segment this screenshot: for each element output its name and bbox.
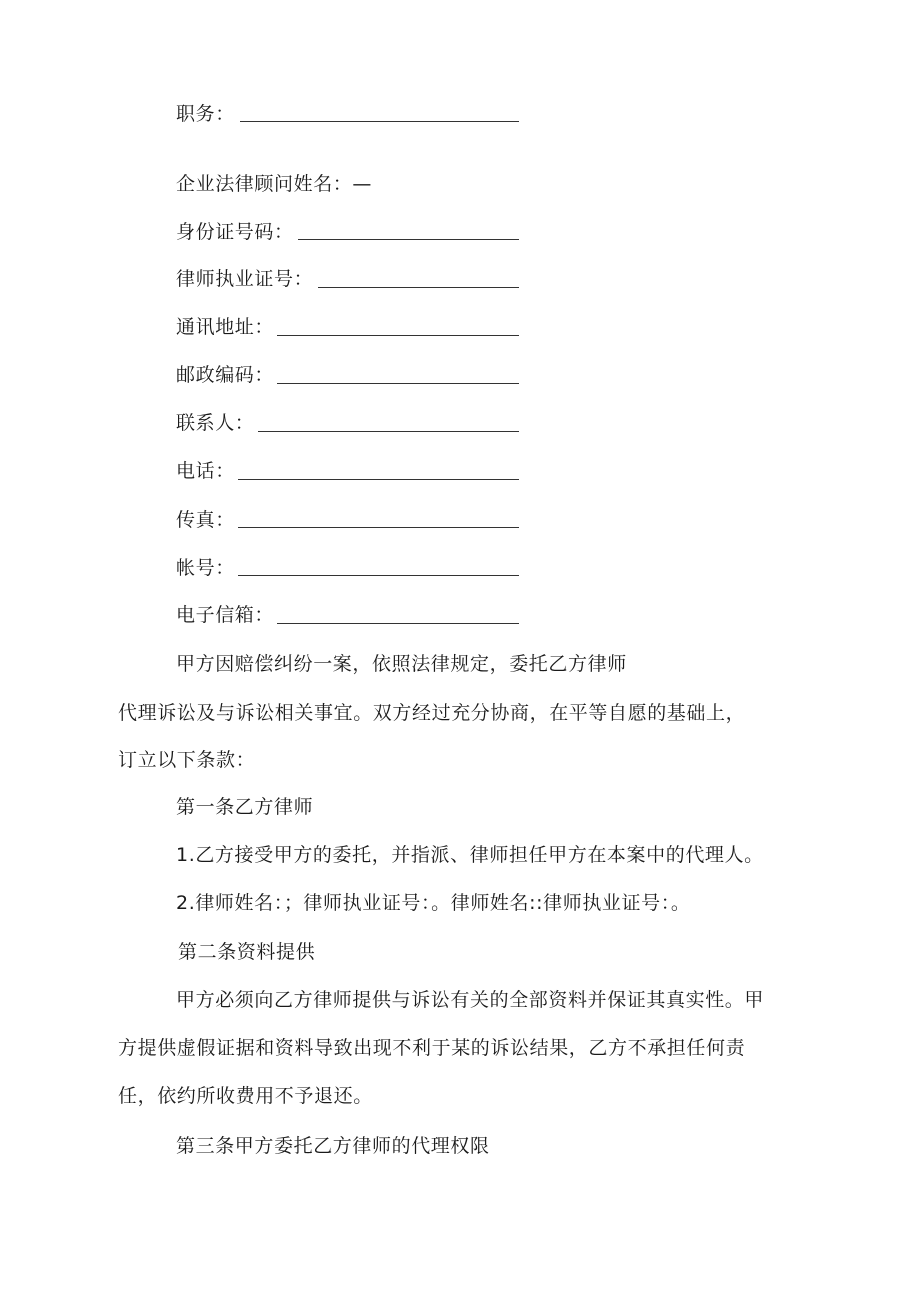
field-label: 律师执业证号： (176, 268, 314, 290)
field-lawyer-license (176, 267, 313, 291)
field-label: 身份证号码： (176, 221, 294, 243)
field-phone (176, 459, 235, 483)
intro-line-3: 订立以下条款： (118, 749, 256, 771)
field-blank-line[interactable] (277, 623, 519, 624)
field-fax (176, 508, 235, 532)
field-blank-line[interactable] (240, 121, 519, 122)
field-label: 电话： (176, 460, 235, 482)
field-position (176, 102, 235, 126)
field-address (176, 315, 274, 339)
intro-line-1: 甲方因赔偿纠纷一案，依照法律规定，委托乙方律师 (176, 653, 627, 675)
field-blank-line[interactable] (238, 479, 519, 480)
article-3-heading: 第三条甲方委托乙方律师的代理权限 (176, 1135, 490, 1157)
article-1-heading: 第一条乙方律师 (176, 796, 314, 818)
field-blank-line[interactable] (298, 239, 519, 240)
field-blank-line[interactable] (258, 431, 519, 432)
field-blank-line[interactable] (238, 527, 519, 528)
field-email (176, 603, 274, 627)
article-2-line-1: 甲方必须向乙方律师提供与诉讼有关的全部资料并保证其真实性。甲 (176, 989, 765, 1011)
field-label: 传真： (176, 509, 235, 531)
intro-line-2: 代理诉讼及与诉讼相关事宜。双方经过充分协商，在平等自愿的基础上， (118, 702, 746, 724)
article-2-heading: 第二条资料提供 (178, 941, 316, 963)
field-account (176, 556, 235, 580)
field-id-number (176, 220, 294, 244)
field-blank-line[interactable] (238, 575, 519, 576)
field-label: 职务： (176, 103, 235, 125)
field-blank-line[interactable] (277, 383, 519, 384)
field-label: 邮政编码： (176, 364, 275, 386)
field-blank-line[interactable] (277, 335, 519, 336)
field-legal-advisor-name (176, 172, 372, 196)
field-label: 联系人： (176, 412, 255, 434)
field-label: 通讯地址： (176, 316, 275, 338)
field-label: 帐号： (176, 557, 235, 579)
field-label: 企业法律顾问姓名：— (176, 173, 373, 195)
field-contact-person (176, 411, 254, 435)
field-blank-line[interactable] (318, 287, 519, 288)
article-2-line-2: 方提供虚假证据和资料导致出现不利于某的诉讼结果，乙方不承担任何责 (118, 1037, 746, 1059)
article-1-item-1: 1.乙方接受甲方的委托，并指派、律师担任甲方在本案中的代理人。 (176, 844, 764, 866)
article-2-line-3: 任，依约所收费用不予退还。 (118, 1085, 373, 1107)
article-1-item-2: 2.律师姓名：；律师执业证号：。律师姓名::律师执业证号：。 (176, 892, 691, 914)
field-postal-code (176, 363, 274, 387)
field-label: 电子信箱： (176, 604, 275, 626)
